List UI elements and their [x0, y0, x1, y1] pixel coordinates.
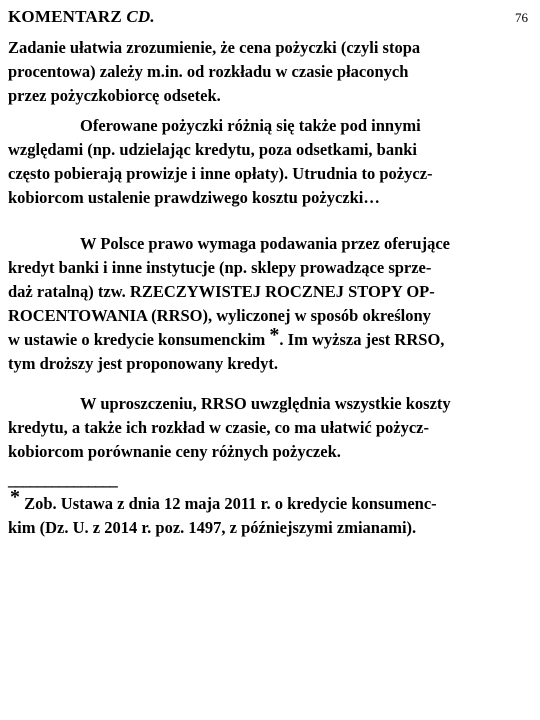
paragraph-text: . Im wyższa jest RRSO, — [279, 330, 445, 349]
footnote-text: Zob. Ustawa z dnia 12 maja 2011 r. o kredycie konsumenc- — [20, 494, 437, 513]
paragraph-line: procentowa) zależy m.in. od rozkładu w czasie płaconych — [8, 62, 409, 81]
paragraph-line: W uproszczeniu, RRSO uwzględnia wszystkie koszty — [80, 394, 451, 413]
paragraph-line: W Polsce prawo wymaga podawania przez oferujące — [80, 234, 450, 253]
paragraph-line: ROCENTOWANIA (RRSO), wyliczonej w sposób określony — [8, 306, 431, 325]
paragraph-line: często pobierają prowizje i inne opłaty). Utrudnia to pożycz- — [8, 164, 433, 183]
paragraph-line: Oferowane pożyczki różnią się także pod innymi — [80, 116, 421, 135]
paragraph-line: przez pożyczkobiorcę odsetek. — [8, 86, 221, 105]
footnote-mark: * — [10, 486, 20, 508]
section-heading — [8, 6, 155, 28]
paragraph-line-with-footnote — [8, 324, 528, 352]
footnote — [8, 486, 528, 540]
paragraph-line: kobiorcom porównanie ceny różnych pożyczek. — [8, 442, 341, 461]
heading-label: KOMENTARZ — [8, 7, 122, 26]
paragraph-1 — [8, 36, 528, 108]
paragraph-line: daż ratalną) tzw. RZECZYWISTEJ ROCZNEJ STOPY OP- — [8, 282, 435, 301]
page-number: 76 — [515, 10, 528, 25]
paragraph-3 — [8, 232, 528, 376]
paragraph-line: kredytu, a także ich rozkład w czasie, co ma ułatwić pożycz- — [8, 418, 429, 437]
paragraph-line: tym droższy jest proponowany kredyt. — [8, 354, 278, 373]
paragraph-line: Zadanie ułatwia zrozumienie, że cena pożyczki (czyli stopa — [8, 38, 421, 57]
paragraph-4 — [8, 392, 528, 464]
heading-label-italic: CD. — [126, 7, 155, 26]
paragraph-line: kobiorcom ustalenie prawdziwego kosztu pożyczki… — [8, 188, 380, 207]
footnote-separator: _______________ — [8, 470, 117, 489]
paragraph-text: w ustawie o kredycie konsumenckim — [8, 330, 266, 349]
paragraph-2 — [8, 114, 528, 210]
footnote-line: kim (Dz. U. z 2014 r. poz. 1497, z późniejszymi zmianami). — [8, 518, 417, 537]
footnote-reference: * — [269, 324, 280, 346]
paragraph-line: kredyt banki i inne instytucje (np. sklepy prowadzące sprze- — [8, 258, 432, 277]
footnote-line — [8, 486, 528, 516]
paragraph-line: względami (np. udzielając kredytu, poza odsetkami, banki — [8, 140, 418, 159]
